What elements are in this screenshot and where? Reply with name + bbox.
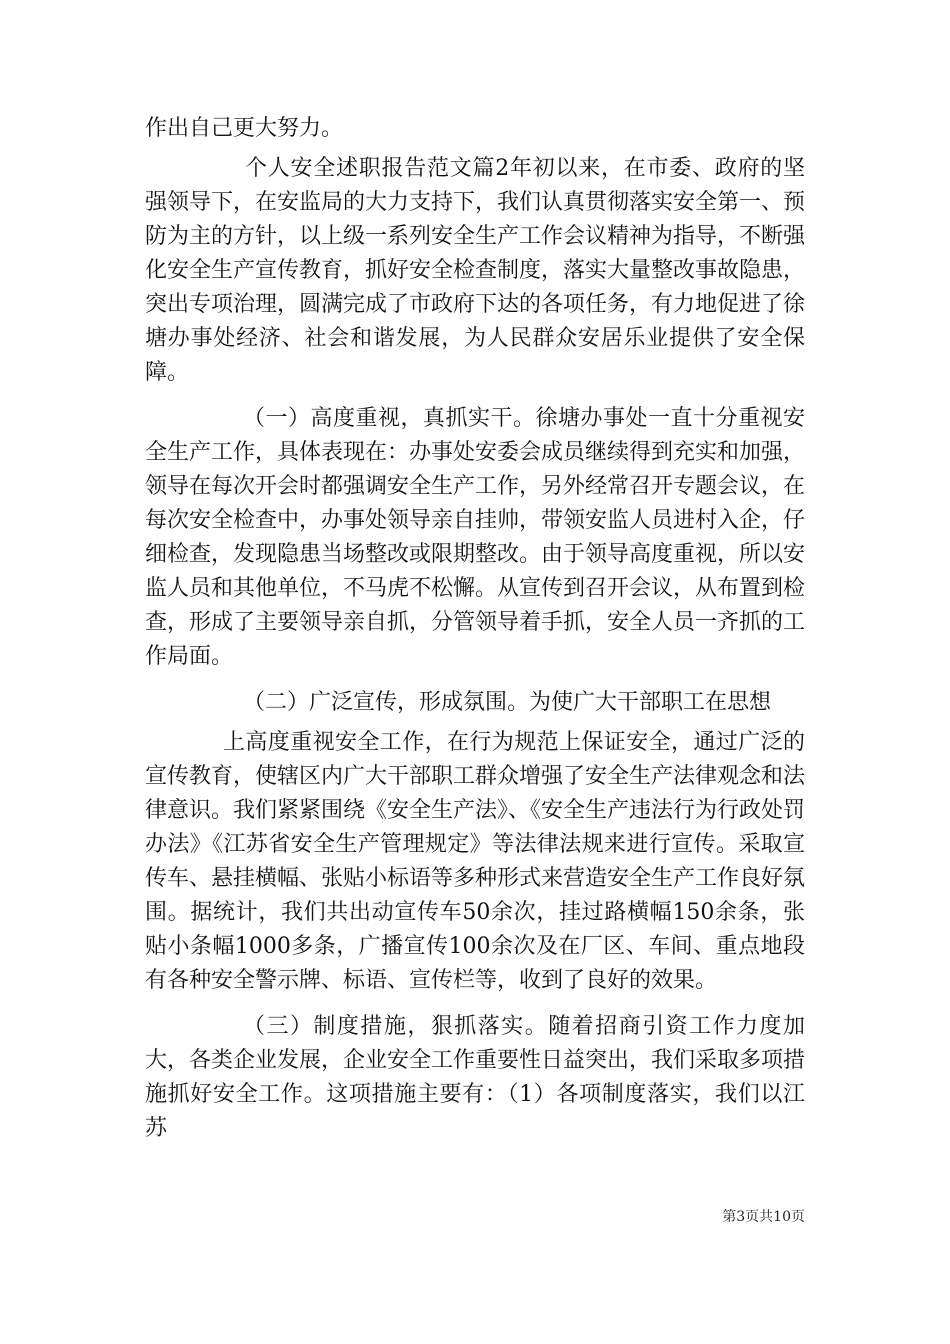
paragraph-section-2-body: 上高度重视安全工作，在行为规范上保证安全，通过广泛的宣传教育，使辖区内广大干部职工群众增强了安全生产法律观念和法律意识。我们紧紧围绕《安全生产法》、《安全生产违法行为行政处罚办法》《江苏省安全生产管理规定》等法律法规来进行宣传。采取宣传车、悬挂横幅、张贴小标语等多种形式来营造安全生产工作良好氛围。据统计，我们共出动宣传车50余次，挂过路横幅150余条，张贴小条幅1000多条，广播宣传100余次及在厂区、车间、重点地段有各种安全警示牌、标语、宣传栏等，收到了良好的效果。 — [145, 730, 806, 993]
paragraph-intro: 个人安全述职报告范文篇2年初以来，在市委、政府的坚强领导下，在安监局的大力支持下，我们认真贯彻落实安全第一、预防为主的方针，以上级一系列安全生产工作会议精神为指导，不断强化安全生产宣传教育，抓好安全检查制度，落实大量整改事故隐患，突出专项治理，圆满完成了市政府下达的各项任务，有力地促进了徐塘办事处经济、社会和谐发展，为人民群众安居乐业提供了安全保障。 — [145, 156, 806, 385]
paragraph-section-2-head: （二）广泛宣传，形成氛围。为使广大干部职工在思想 — [243, 690, 772, 715]
paragraph-continuation: 作出自己更大努力。 — [145, 116, 344, 141]
paragraph-section-3: （三）制度措施，狠抓落实。随着招商引资工作力度加大，各类企业发展，企业安全工作重要性日益突出，我们采取多项措施抓好安全工作。这项措施主要有：（1）各项制度落实，我们以江苏 — [145, 1014, 806, 1141]
paragraph-section-1: （一）高度重视，真抓实干。徐塘办事处一直十分重视安全生产工作，具体表现在：办事处安委会成员继续得到充实和加强，领导在每次开会时都强调安全生产工作，另外经常召开专题会议，在每次安全检查中，办事处领导亲自挂帅，带领安监人员进村入企，仔细检查，发现隐患当场整改或限期整改。由于领导高度重视，所以安监人员和其他单位，不马虎不松懈。从宣传到召开会议，从布置到检查，形成了主要领导亲自抓，分管领导着手抓，安全人员一齐抓的工作局面。 — [145, 406, 806, 669]
document-body — [145, 112, 805, 1146]
page-number-footer: 第3页共10页 — [722, 1209, 805, 1225]
